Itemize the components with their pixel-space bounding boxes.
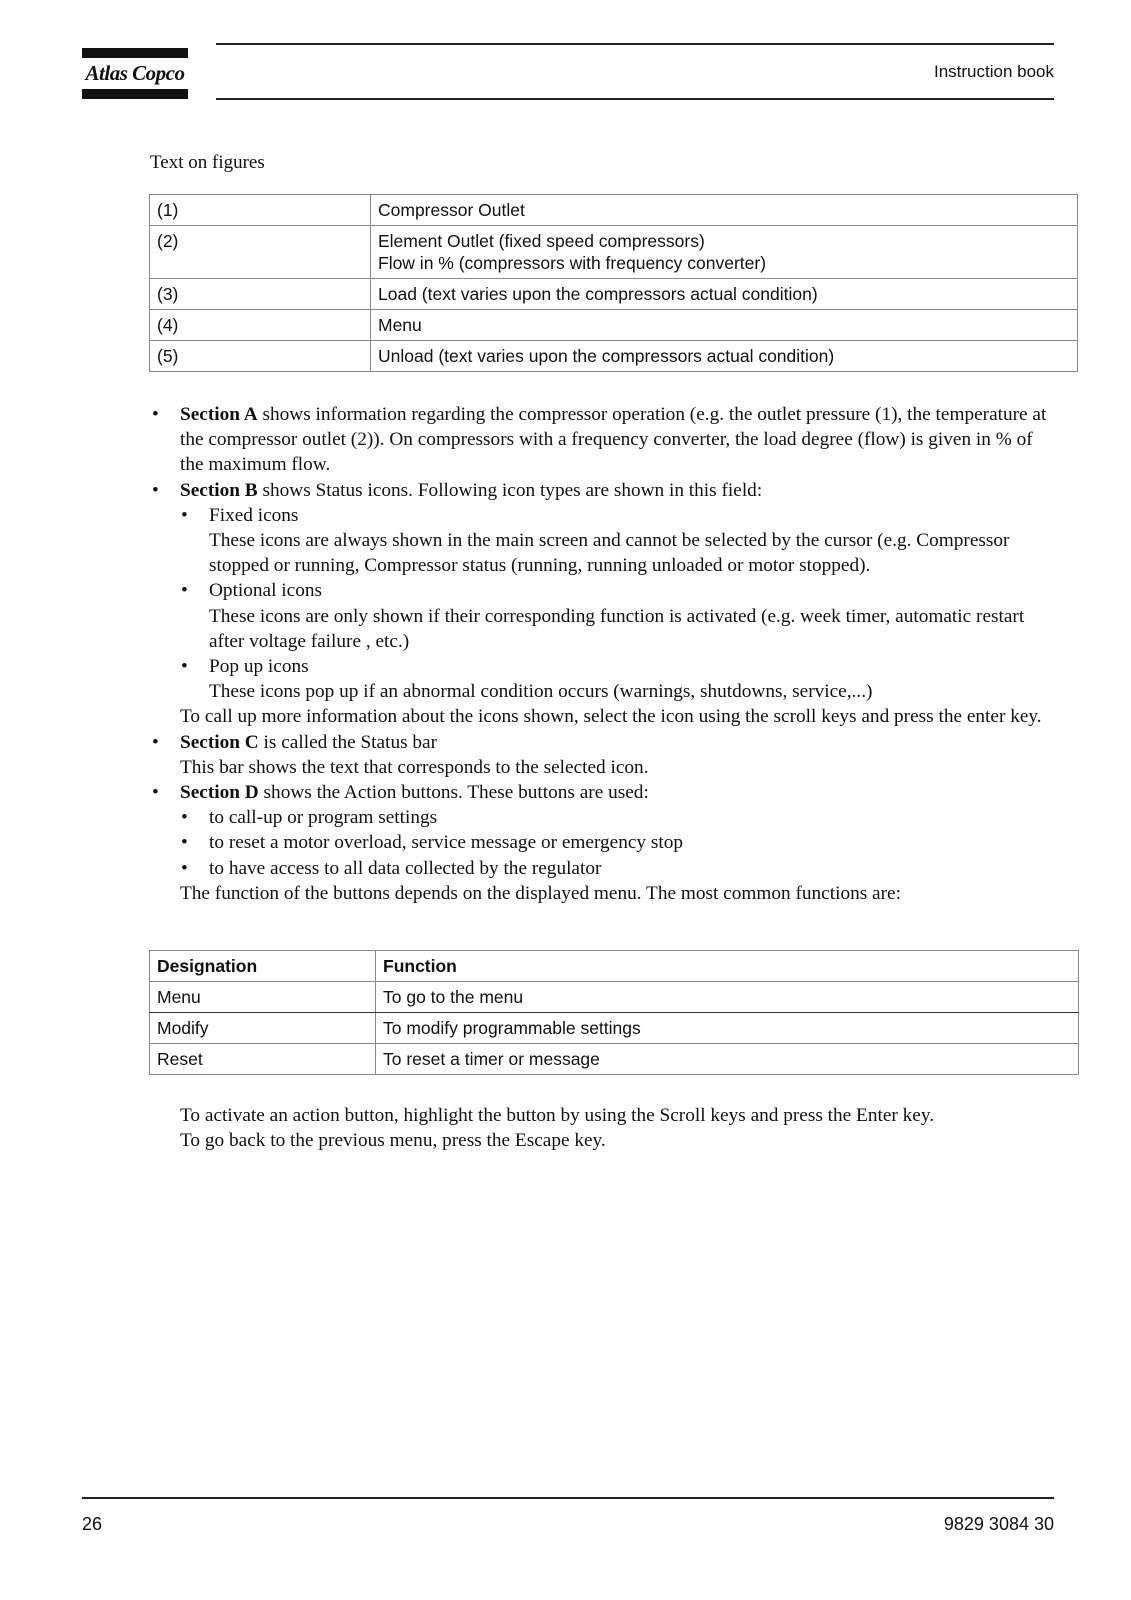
icon-type-title: Pop up icons — [209, 656, 309, 678]
header-rule-bottom — [216, 98, 1054, 100]
header-rule-top — [216, 43, 1054, 45]
figure-text-label: Text on figures — [150, 152, 265, 173]
section-c-text: is called the Status bar — [258, 731, 438, 753]
table-row — [150, 195, 1078, 226]
icon-type-item — [150, 654, 1060, 704]
section-b-item — [150, 478, 1060, 503]
bullet-glyph: • — [181, 656, 188, 678]
list-item — [150, 856, 1060, 881]
icon-type-title: Fixed icons — [209, 504, 299, 526]
table-row — [150, 310, 1078, 341]
icon-type-item — [150, 578, 1060, 654]
designation-cell: Modify — [150, 1013, 376, 1044]
table-row — [150, 341, 1078, 372]
table-row — [150, 226, 1078, 279]
column-header: Function — [376, 951, 1079, 982]
figure-ref: (3) — [150, 279, 371, 310]
footer-rule — [82, 1497, 1054, 1499]
section-b-text: shows Status icons. Following icon types are shown in this field: — [257, 479, 763, 501]
bullet-glyph: • — [152, 731, 159, 753]
closing-line: To activate an action button, highlight the button by using the Scroll keys and press the Enter key. — [180, 1105, 935, 1126]
bullet-glyph: • — [152, 782, 159, 804]
description-line: Flow in % (compressors with frequency converter) — [378, 253, 767, 273]
figure-ref: (4) — [150, 310, 371, 341]
section-descriptions — [150, 402, 1060, 906]
function-cell: To reset a timer or message — [376, 1044, 1079, 1075]
logo-bottom-bar — [82, 89, 188, 99]
figure-description — [371, 310, 1078, 341]
bullet-glyph: • — [181, 580, 188, 602]
bullet-glyph: • — [181, 832, 188, 854]
atlas-copco-logo — [82, 48, 188, 100]
bullet-glyph: • — [181, 504, 188, 526]
section-a-item — [150, 402, 1060, 478]
icon-type-description: These icons are only shown if their corresponding function is activated (e.g. week timer, automatic restart after voltage failure , etc.) — [209, 605, 1025, 652]
figure-description — [371, 341, 1078, 372]
figure-ref: (1) — [150, 195, 371, 226]
closing-instructions — [180, 1103, 1060, 1153]
designation-cell: Menu — [150, 982, 376, 1013]
section-d-text: shows the Action buttons. These buttons are used: — [258, 782, 649, 804]
figure-description — [371, 279, 1078, 310]
icon-type-title: Optional icons — [209, 580, 322, 602]
section-d-item — [150, 780, 1060, 805]
figure-description — [371, 195, 1078, 226]
action-use-text: to have access to all data collected by the regulator — [209, 857, 602, 879]
closing-line: To go back to the previous menu, press the Escape key. — [180, 1130, 606, 1152]
section-b-note: To call up more information about the icons shown, select the icon using the scroll keys and press the enter key. — [180, 706, 1042, 728]
header-title: Instruction book — [933, 62, 1054, 81]
section-b-heading: Section B — [180, 479, 258, 501]
description-line: Unload (text varies upon the compressors actual condition) — [378, 346, 835, 366]
action-use-text: to reset a motor overload, service message or emergency stop — [209, 832, 684, 854]
table-row — [150, 1044, 1079, 1075]
figure-ref: (5) — [150, 341, 371, 372]
figure-description — [371, 226, 1078, 279]
section-d-heading: Section D — [180, 782, 259, 804]
bullet-glyph: • — [152, 404, 159, 425]
action-use-text: to call-up or program settings — [209, 807, 438, 829]
designation-cell: Reset — [150, 1044, 376, 1075]
bullet-glyph: • — [181, 807, 188, 829]
document-number: 9829 3084 30 — [943, 1514, 1054, 1534]
figure-text-table — [149, 194, 1078, 372]
section-a-heading: Section A — [180, 404, 258, 425]
function-cell: To modify programmable settings — [376, 1013, 1079, 1044]
figure-ref: (2) — [150, 226, 371, 279]
icon-type-description: These icons pop up if an abnormal condition occurs (warnings, shutdowns, service,...) — [209, 681, 873, 703]
list-item — [150, 830, 1060, 855]
column-header: Designation — [150, 951, 376, 982]
description-line: Element Outlet (fixed speed compressors) — [378, 231, 705, 251]
logo-wordmark: Atlas Copco — [85, 61, 185, 85]
table-row — [150, 1013, 1079, 1044]
page-number: 26 — [82, 1514, 103, 1534]
description-line: Compressor Outlet — [378, 200, 525, 220]
section-c-heading: Section C — [180, 731, 259, 753]
function-cell: To go to the menu — [376, 982, 1079, 1013]
table-row — [150, 279, 1078, 310]
bullet-glyph: • — [181, 857, 188, 879]
section-c-item — [150, 730, 1060, 755]
description-line: Menu — [378, 315, 422, 335]
table-header-row — [150, 951, 1079, 982]
description-line: Load (text varies upon the compressors actual condition) — [378, 284, 818, 304]
table-row — [150, 982, 1079, 1013]
icon-type-item — [150, 503, 1060, 579]
logo-top-bar — [82, 48, 188, 58]
icon-type-description: These icons are always shown in the main screen and cannot be selected by the cursor (e.g. Compressor stopped or running, Compressor status (running, running unloaded or motor stopped). — [209, 530, 1010, 577]
bullet-glyph: • — [152, 479, 159, 501]
button-functions-table — [149, 950, 1079, 1075]
section-c-note: This bar shows the text that corresponds to the selected icon. — [180, 756, 649, 778]
list-item — [150, 805, 1060, 830]
section-d-note: The function of the buttons depends on the displayed menu. The most common functions are: — [180, 882, 901, 904]
section-a-text: shows information regarding the compressor operation (e.g. the outlet pressure (1), the temperature at the compressor outlet (2)). On compressors with a frequency converter, the load degree (flow) is given in % of the maximum flow. — [180, 404, 1047, 476]
